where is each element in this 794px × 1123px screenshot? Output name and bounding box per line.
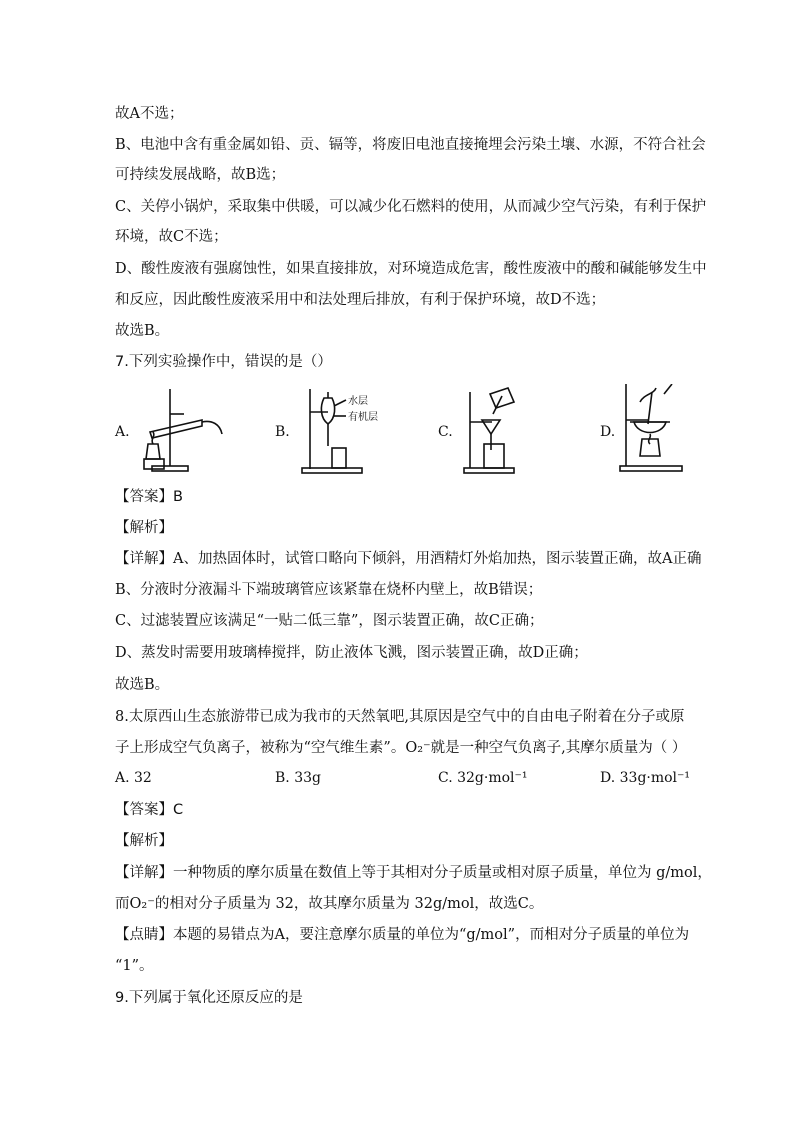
- q7-detail-line: D、蒸发时需要用玻璃棒搅拌，防止液体飞溅，图示装置正确，故D正确；: [115, 645, 588, 661]
- question-7-stem: 7.下列实验操作中，错误的是（）: [115, 354, 332, 370]
- q7-detail-line: B、分液时分液漏斗下端玻璃管应该紧靠在烧杯内壁上，故B错误；: [115, 582, 543, 598]
- q8-option-a: A. 32: [115, 770, 152, 786]
- option-b-label: B.: [275, 424, 290, 440]
- q8-option-b: B. 33g: [275, 770, 321, 786]
- q8-detail-line: 【详解】一种物质的摩尔质量在数值上等于其相对分子质量或相对原子质量，单位为 g/mol，: [115, 865, 712, 881]
- q7-answer: 【答案】B: [115, 489, 183, 505]
- q7-detail-line: 故选B。: [115, 677, 170, 693]
- q7-detail-line: C、过滤装置应该满足“一贴二低三靠”，图示装置正确，故C正确；: [115, 613, 544, 629]
- text-line: C、关停小锅炉，采取集中供暖，可以减少化石燃料的使用，从而减少空气污染，有利于保护: [115, 199, 707, 215]
- text-line: 环境，故C不选；: [115, 229, 228, 245]
- organic-layer-label: 有机层: [348, 412, 378, 423]
- question-9-stem: 9.下列属于氧化还原反应的是: [115, 990, 303, 1006]
- q8-options: [115, 770, 695, 788]
- question-8-stem: 子上形成空气负离子，被称为“空气维生素”。O₂⁻就是一种空气负离子,其摩尔质量为（ ）: [115, 740, 687, 756]
- text-line: B、电池中含有重金属如铅、贡、镉等，将废旧电池直接掩埋会污染土壤、水源，不符合社会: [115, 137, 706, 153]
- q8-option-c: C. 32g·mol⁻¹: [438, 770, 528, 786]
- option-c-label: C.: [438, 424, 453, 440]
- q8-analysis-heading: 【解析】: [115, 833, 173, 849]
- q8-answer: 【答案】C: [115, 802, 184, 818]
- option-d-label: D.: [600, 424, 616, 440]
- q7-analysis-heading: 【解析】: [115, 520, 173, 536]
- q8-tip-line: 【点睛】本题的易错点为A，要注意摩尔质量的单位为“g/mol”，而相对分子质量的单位为: [115, 927, 690, 943]
- q8-tip-line: “1”。: [115, 958, 154, 974]
- text-line: 故A不选；: [115, 106, 184, 122]
- water-layer-label: 水层: [348, 396, 368, 407]
- q7-detail-line: 【详解】A、加热固体时，试管口略向下倾斜，用酒精灯外焰加热，图示装置正确，故A正确: [115, 551, 702, 567]
- text-line: 和反应，因此酸性废液采用中和法处理后排放，有利于保护环境，故D不选；: [115, 292, 606, 308]
- evaporation-figure: [618, 384, 698, 474]
- q8-option-d: D. 33g·mol⁻¹: [600, 770, 691, 786]
- separatory-funnel-figure: [298, 384, 408, 474]
- option-a-label: A.: [115, 424, 130, 440]
- text-line: D、酸性废液有强腐蚀性，如果直接排放，对环境造成危害，酸性废液中的酸和碱能够发生中: [115, 261, 707, 277]
- text-line: 可持续发展战略，故B选；: [115, 167, 286, 183]
- question-8-stem: 8.太原西山生态旅游带已成为我市的天然氧吧,其原因是空气中的自由电子附着在分子或原: [115, 709, 685, 725]
- filtration-figure: [460, 384, 540, 474]
- heating-apparatus-figure: [140, 384, 230, 474]
- text-line: 故选B。: [115, 323, 170, 339]
- q8-detail-line: 而O₂⁻的相对分子质量为 32，故其摩尔质量为 32g/mol，故选C。: [115, 896, 544, 912]
